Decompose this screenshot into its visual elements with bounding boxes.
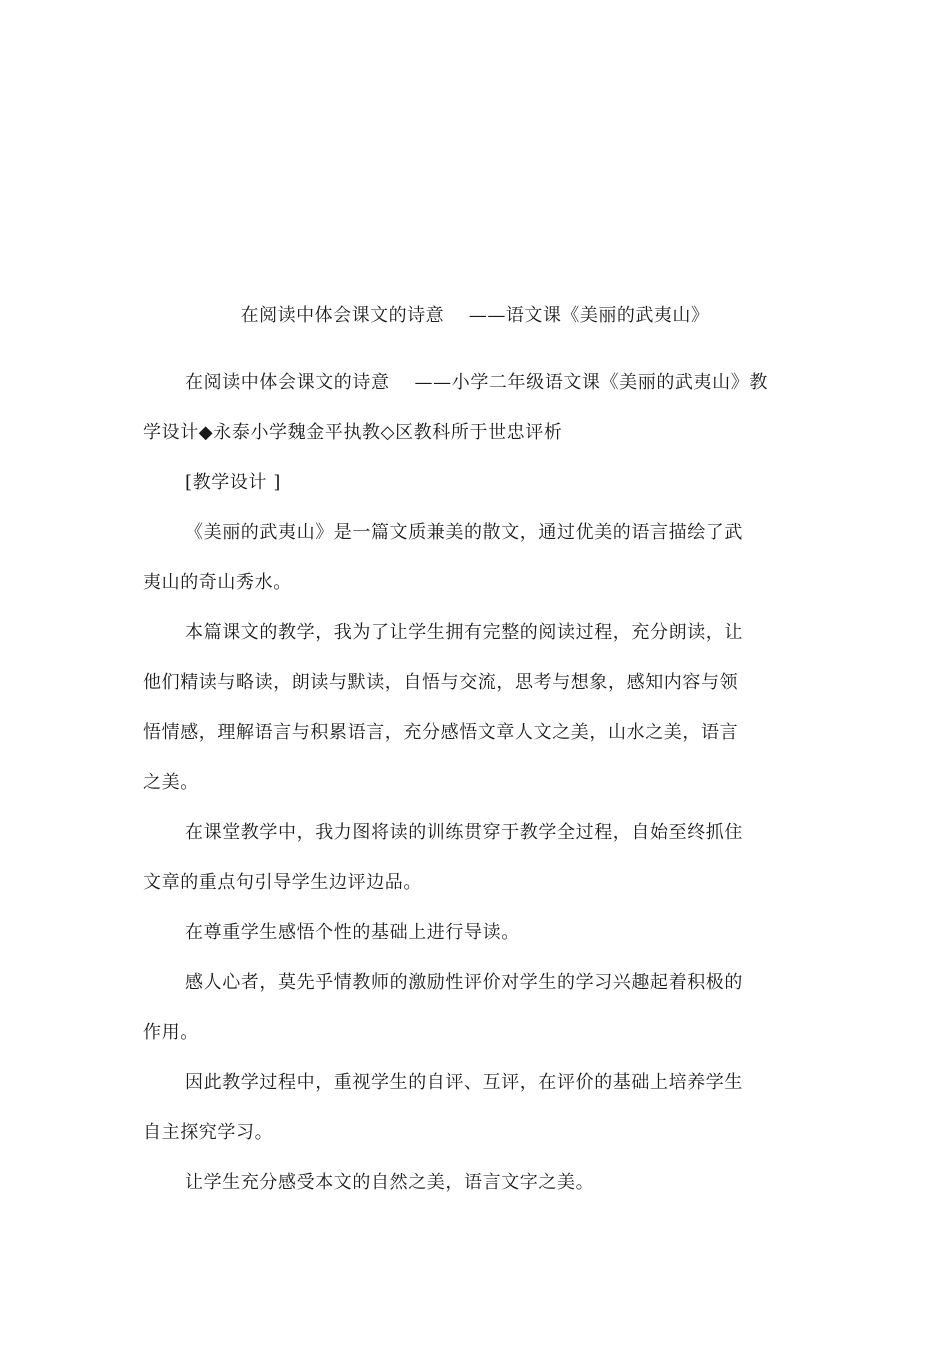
paragraph-line: 《美丽的武夷山》是一篇文质兼美的散文，通过优美的语言描绘了武 [185,522,743,543]
paragraph-line: 感人心者，莫先乎情教师的激励性评价对学生的学习兴趣起着积极的 [185,972,743,993]
document-title: 在阅读中体会课文的诗意 ——语文课《美丽的武夷山》 [240,305,710,326]
paragraph-line: 让学生充分感受本文的自然之美，语言文字之美。 [185,1172,595,1193]
paragraph-line: 悟情感，理解语言与积累语言，充分感悟文章人文之美，山水之美，语言 [143,722,739,743]
section-heading: [教学设计 ] [185,472,281,493]
paragraph-line: 自主探究学习。 [143,1122,274,1143]
subtitle-line-1: 在阅读中体会课文的诗意 ——小学二年级语文课《美丽的武夷山》教 [185,372,768,393]
paragraph-line: 在课堂教学中，我力图将读的训练贯穿于教学全过程，自始至终抓住 [185,822,743,843]
paragraph-line: 作用。 [143,1022,199,1043]
paragraph-line: 本篇课文的教学，我为了让学生拥有完整的阅读过程，充分朗读，让 [185,622,743,643]
paragraph-line: 因此教学过程中，重视学生的自评、互评，在评价的基础上培养学生 [185,1072,743,1093]
paragraph-line: 在尊重学生感悟个性的基础上进行导读。 [185,922,520,943]
paragraph-line: 他们精读与略读，朗读与默读，自悟与交流，思考与想象，感知内容与领 [143,672,739,693]
paragraph-line: 之美。 [143,772,199,793]
subtitle-line-2: 学设计◆永泰小学魏金平执教◇区教科所于世忠评析 [143,422,563,443]
paragraph-line: 文章的重点句引导学生边评边品。 [143,872,422,893]
paragraph-line: 夷山的奇山秀水。 [143,572,292,593]
